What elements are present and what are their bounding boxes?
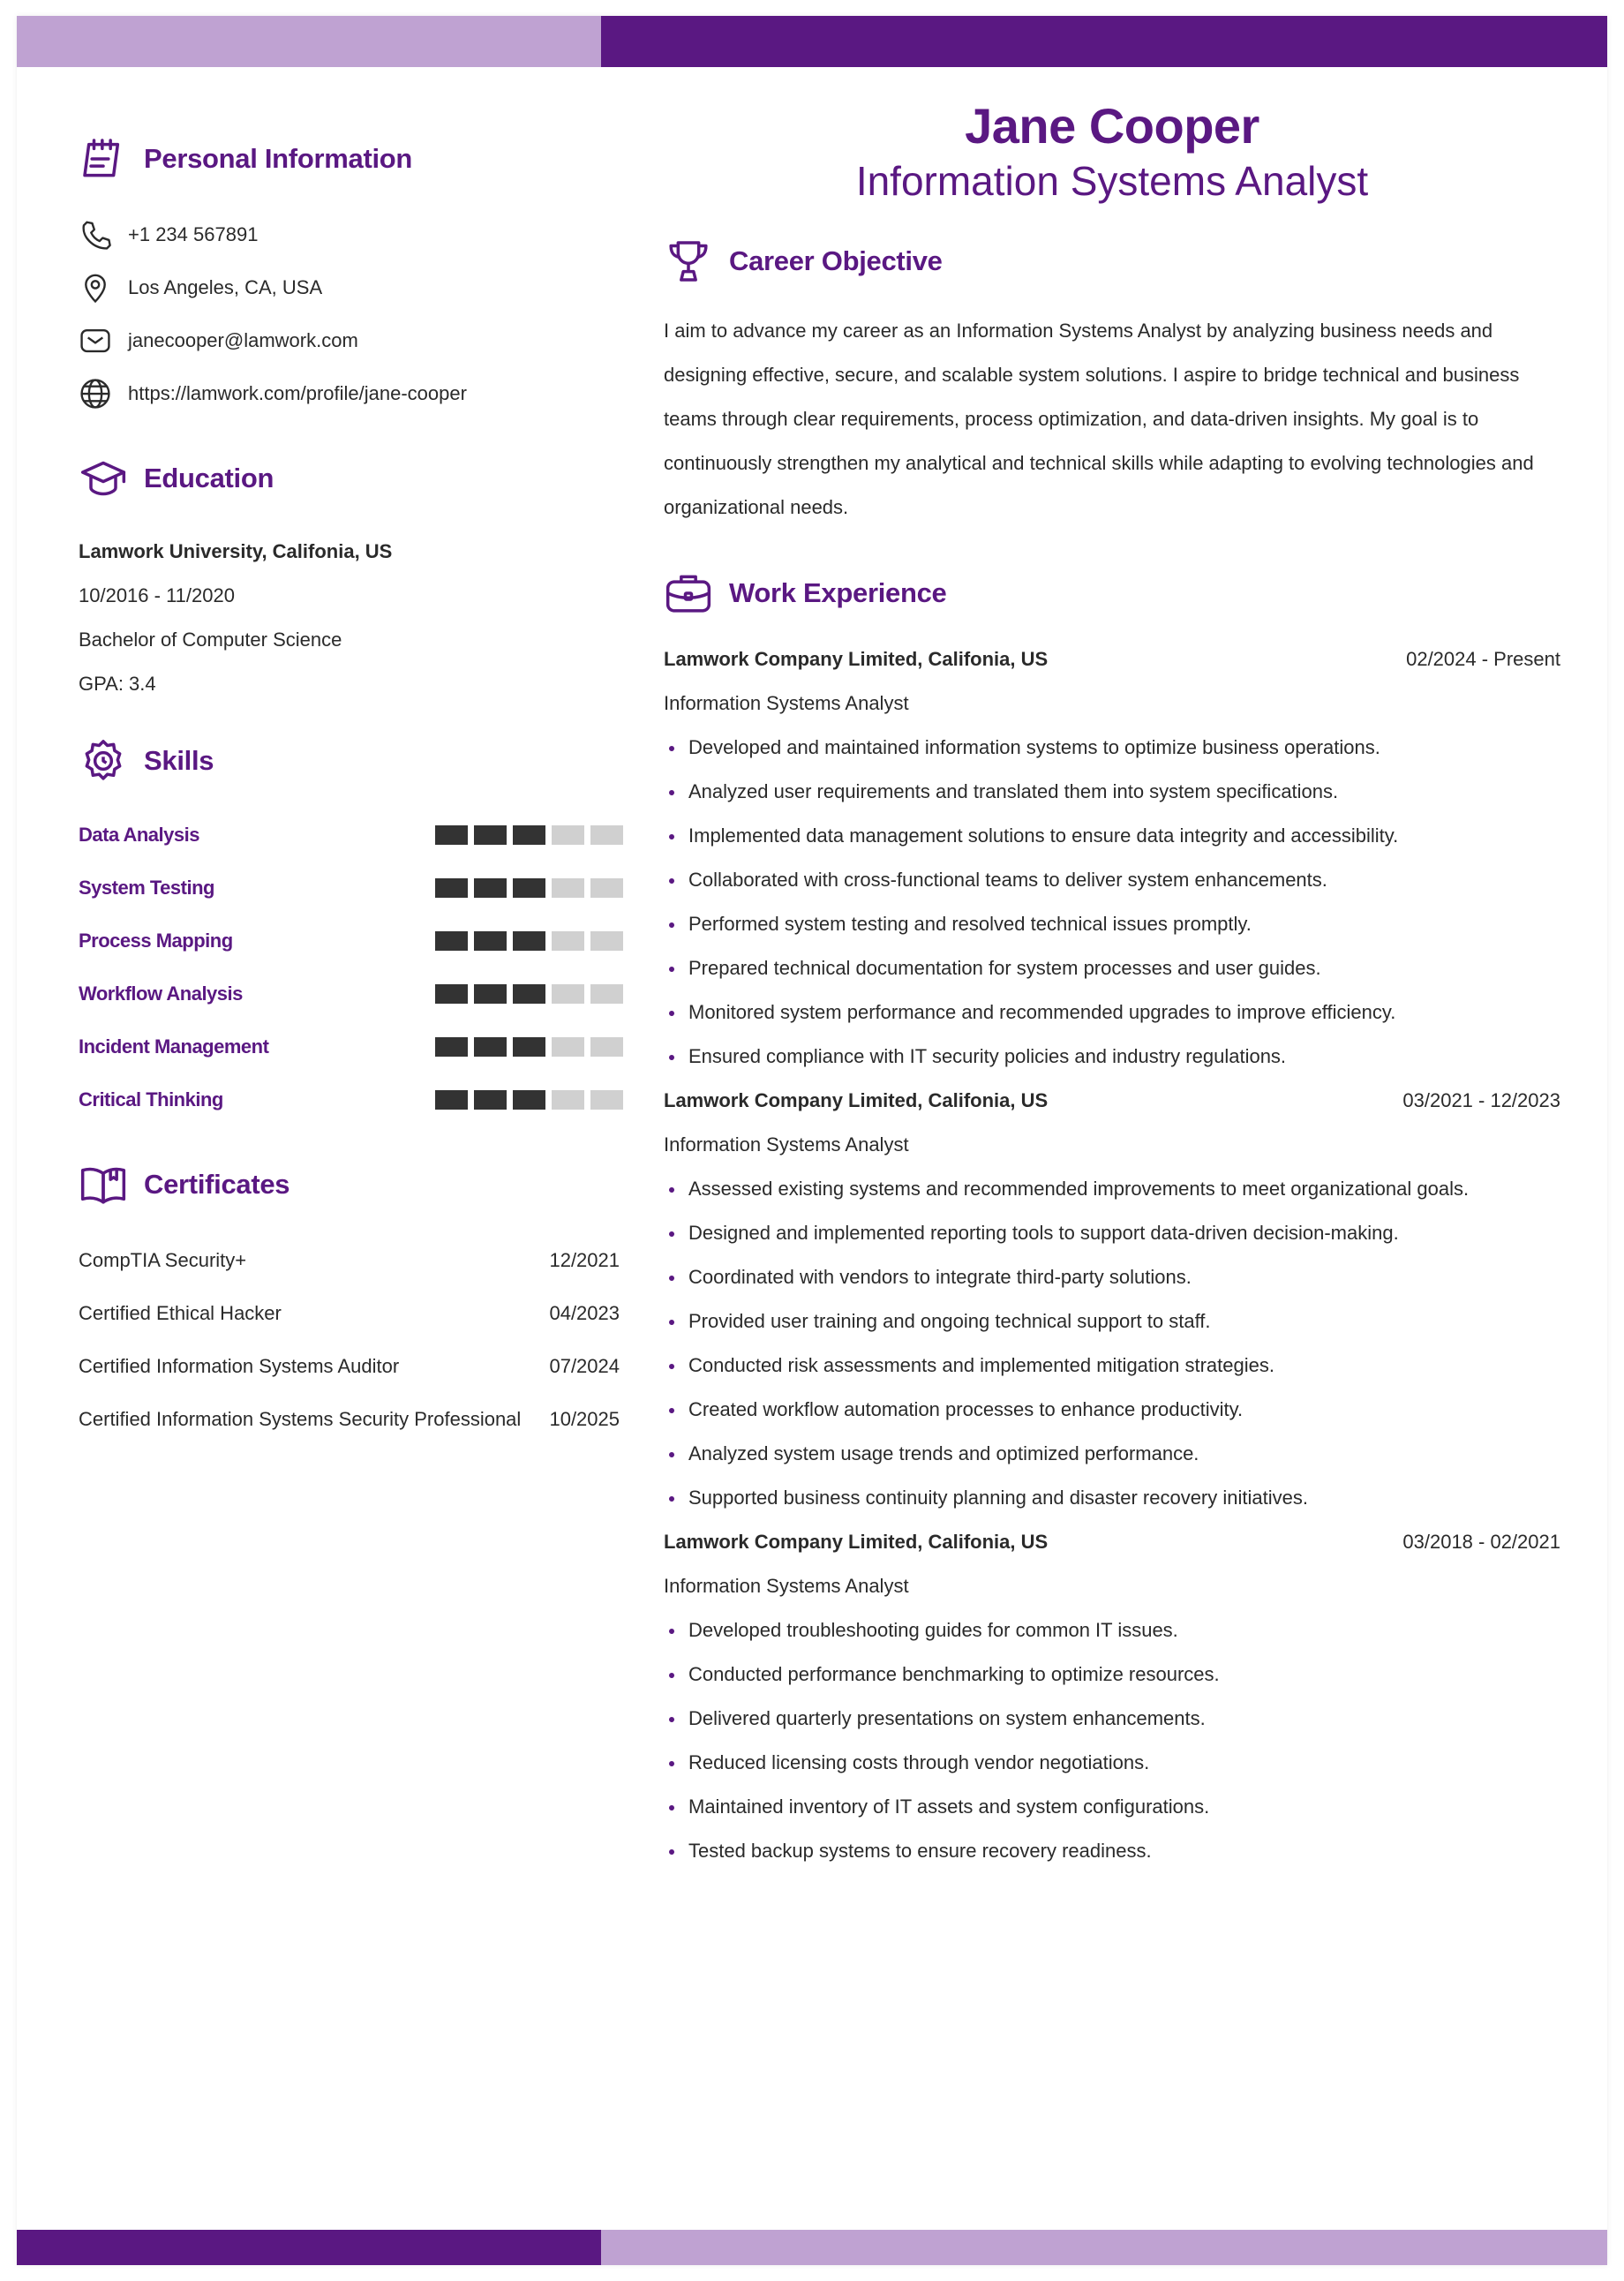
- career-objective-title: Career Objective: [729, 245, 943, 276]
- skill-row: [79, 915, 617, 967]
- left-column: [79, 131, 620, 1446]
- location-value: Los Angeles, CA, USA: [128, 276, 323, 298]
- job-role: Information Systems Analyst: [664, 692, 909, 714]
- location-pin-icon: [79, 270, 128, 305]
- certificate-date: 10/2025: [549, 1408, 620, 1430]
- skill-bar-filled: [435, 984, 468, 1004]
- certificate-row: [79, 1340, 620, 1393]
- top-band-light: [17, 16, 601, 67]
- skill-bar-filled: [435, 931, 468, 951]
- job-bullet: Prepared technical documentation for system processes and user guides.: [664, 946, 1560, 990]
- website-value[interactable]: https://lamwork.com/profile/jane-cooper: [128, 382, 467, 404]
- job-dates: 03/2021 - 12/2023: [1402, 1089, 1560, 1111]
- skill-level-meter: [435, 1090, 623, 1110]
- job-header: [664, 637, 1560, 681]
- job-entry: [664, 1520, 1560, 1873]
- phone-row: [79, 208, 617, 261]
- education-title: Education: [144, 463, 274, 493]
- skill-bar-filled: [435, 1090, 468, 1110]
- job-bullet: Reduced licensing costs through vendor negotiations.: [664, 1741, 1560, 1785]
- personal-info-heading: [79, 131, 617, 187]
- job-bullet: Analyzed system usage trends and optimized performance.: [664, 1432, 1560, 1476]
- job-bullet: Coordinated with vendors to integrate third-party solutions.: [664, 1255, 1560, 1299]
- certificate-name: Certified Information Systems Security Professional: [79, 1408, 522, 1430]
- skill-bar-filled: [474, 878, 507, 898]
- graduation-cap-icon: [79, 450, 135, 507]
- open-book-icon: [79, 1156, 135, 1213]
- job-role: Information Systems Analyst: [664, 1575, 909, 1597]
- skill-bar-empty: [552, 878, 584, 898]
- job-header: [664, 1520, 1560, 1564]
- skill-row: [79, 809, 617, 862]
- work-experience-section: [664, 565, 1560, 1873]
- job-bullet: Delivered quarterly presentations on system enhancements.: [664, 1697, 1560, 1741]
- top-band-dark: [601, 16, 1607, 67]
- email-value[interactable]: janecooper@lamwork.com: [128, 329, 358, 351]
- job-bullet: Assessed existing systems and recommended improvements to meet organizational goals.: [664, 1167, 1560, 1211]
- skill-bar-empty: [552, 984, 584, 1004]
- skill-bar-empty: [552, 1090, 584, 1110]
- globe-icon: [79, 376, 128, 411]
- job-role: Information Systems Analyst: [664, 1133, 909, 1156]
- gear-icon: [79, 733, 135, 789]
- career-objective-section: [664, 233, 1560, 530]
- skill-bar-filled: [474, 1037, 507, 1057]
- skill-row: [79, 967, 617, 1020]
- job-bullets: [664, 1608, 1560, 1873]
- skill-bar-empty: [590, 1037, 623, 1057]
- skill-row: [79, 1073, 617, 1126]
- location-row: [79, 261, 617, 314]
- education-heading: [79, 450, 617, 507]
- personal-info-title: Personal Information: [144, 143, 413, 174]
- job-header: [664, 1079, 1560, 1123]
- skill-name: Critical Thinking: [79, 1088, 223, 1110]
- certificate-date: 12/2021: [549, 1249, 620, 1271]
- certificates-title: Certificates: [144, 1169, 290, 1200]
- skill-bar-filled: [513, 878, 545, 898]
- job-bullets: [664, 1167, 1560, 1520]
- job-bullets: [664, 726, 1560, 1079]
- skill-name: Process Mapping: [79, 930, 233, 952]
- job-bullet: Created workflow automation processes to enhance productivity.: [664, 1388, 1560, 1432]
- email-row: [79, 314, 617, 367]
- certificate-date: 04/2023: [549, 1302, 620, 1324]
- job-bullet: Implemented data management solutions to ensure data integrity and accessibility.: [664, 814, 1560, 858]
- skill-bar-empty: [590, 878, 623, 898]
- certificate-name: Certified Information Systems Auditor: [79, 1355, 400, 1377]
- skill-bar-filled: [513, 984, 545, 1004]
- job-bullet: Supported business continuity planning and disaster recovery initiatives.: [664, 1476, 1560, 1520]
- skill-bar-filled: [513, 1090, 545, 1110]
- skill-bar-filled: [513, 931, 545, 951]
- job-bullet: Conducted performance benchmarking to optimize resources.: [664, 1652, 1560, 1697]
- job-dates: 02/2024 - Present: [1406, 648, 1560, 670]
- skill-bar-empty: [590, 931, 623, 951]
- website-row: [79, 367, 617, 420]
- mail-icon: [79, 323, 128, 358]
- skill-name: Data Analysis: [79, 824, 199, 846]
- job-bullet: Conducted risk assessments and implemented mitigation strategies.: [664, 1344, 1560, 1388]
- skill-bar-filled: [435, 825, 468, 845]
- resume-page: [17, 16, 1607, 2265]
- skill-bar-empty: [552, 825, 584, 845]
- phone-value: +1 234 567891: [128, 223, 259, 245]
- briefcase-icon: [664, 565, 720, 621]
- job-entry: [664, 637, 1560, 1079]
- bottom-band-light: [601, 2230, 1607, 2265]
- skill-level-meter: [435, 931, 623, 951]
- work-experience-title: Work Experience: [729, 577, 947, 608]
- job-company: Lamwork Company Limited, Califonia, US: [664, 1089, 1049, 1111]
- career-objective-heading: [664, 233, 1560, 290]
- certificate-date: 07/2024: [549, 1355, 620, 1377]
- gpa: GPA: 3.4: [79, 673, 156, 695]
- right-column: [664, 97, 1560, 1873]
- work-experience-heading: [664, 565, 1560, 621]
- candidate-name: Jane Cooper: [965, 98, 1259, 154]
- skill-bar-empty: [552, 931, 584, 951]
- skill-level-meter: [435, 1037, 623, 1057]
- job-dates: 03/2018 - 02/2021: [1402, 1531, 1560, 1553]
- certificate-row: [79, 1393, 620, 1446]
- education-dates: 10/2016 - 11/2020: [79, 584, 235, 606]
- skill-bar-filled: [513, 1037, 545, 1057]
- job-bullet: Developed and maintained information systems to optimize business operations.: [664, 726, 1560, 770]
- skills-heading: [79, 733, 617, 789]
- jobs-list: [664, 637, 1560, 1873]
- certificate-name: CompTIA Security+: [79, 1249, 247, 1271]
- skill-name: System Testing: [79, 877, 214, 899]
- contact-list: [79, 208, 617, 420]
- skills-list: [79, 809, 617, 1126]
- trophy-icon: [664, 233, 720, 290]
- calendar-note-icon: [79, 131, 135, 187]
- candidate-title: Information Systems Analyst: [855, 158, 1369, 204]
- skill-bar-filled: [435, 878, 468, 898]
- bottom-band-dark: [17, 2230, 601, 2265]
- skill-bar-empty: [590, 984, 623, 1004]
- degree: Bachelor of Computer Science: [79, 629, 342, 651]
- job-bullet: Provided user training and ongoing technical support to staff.: [664, 1299, 1560, 1344]
- skill-row: [79, 862, 617, 915]
- certificate-name: Certified Ethical Hacker: [79, 1302, 282, 1324]
- job-bullet: Collaborated with cross-functional teams to deliver system enhancements.: [664, 858, 1560, 902]
- job-bullet: Tested backup systems to ensure recovery readiness.: [664, 1829, 1560, 1873]
- skill-level-meter: [435, 984, 623, 1004]
- skill-bar-filled: [474, 931, 507, 951]
- job-bullet: Maintained inventory of IT assets and system configurations.: [664, 1785, 1560, 1829]
- skill-bar-filled: [474, 1090, 507, 1110]
- job-bullet: Performed system testing and resolved technical issues promptly.: [664, 902, 1560, 946]
- skill-bar-empty: [590, 825, 623, 845]
- job-bullet: Analyzed user requirements and translated them into system specifications.: [664, 770, 1560, 814]
- job-bullet: Developed troubleshooting guides for common IT issues.: [664, 1608, 1560, 1652]
- certificate-row: [79, 1287, 620, 1340]
- skill-bar-empty: [590, 1090, 623, 1110]
- job-bullet: Ensured compliance with IT security policies and industry regulations.: [664, 1035, 1560, 1079]
- skill-level-meter: [435, 878, 623, 898]
- skill-bar-empty: [552, 1037, 584, 1057]
- job-company: Lamwork Company Limited, Califonia, US: [664, 648, 1049, 670]
- job-company: Lamwork Company Limited, Califonia, US: [664, 1531, 1049, 1553]
- skill-level-meter: [435, 825, 623, 845]
- career-objective-text: I aim to advance my career as an Information Systems Analyst by analyzing business needs and designing effective, secure, and scalable system solutions. I aspire to bridge technical and business teams through clear requirements, process optimization, and data-driven insights. My goal is to continuously strengthen my analytical and technical skills while adapting to evolving technologies and organizational needs.: [664, 320, 1534, 518]
- skill-row: [79, 1020, 617, 1073]
- skill-bar-filled: [474, 984, 507, 1004]
- education-details: [79, 530, 617, 706]
- job-bullet: Monitored system performance and recommended upgrades to improve efficiency.: [664, 990, 1560, 1035]
- phone-icon: [79, 217, 128, 252]
- certificates-list: [79, 1234, 620, 1446]
- skill-bar-filled: [474, 825, 507, 845]
- job-entry: [664, 1079, 1560, 1520]
- skill-bar-filled: [513, 825, 545, 845]
- school-name: Lamwork University, Califonia, US: [79, 540, 393, 562]
- skill-name: Workflow Analysis: [79, 982, 243, 1005]
- certificates-heading: [79, 1156, 617, 1213]
- certificate-row: [79, 1234, 620, 1287]
- job-bullet: Designed and implemented reporting tools to support data-driven decision-making.: [664, 1211, 1560, 1255]
- skill-bar-filled: [435, 1037, 468, 1057]
- skills-title: Skills: [144, 745, 214, 776]
- skill-name: Incident Management: [79, 1035, 269, 1058]
